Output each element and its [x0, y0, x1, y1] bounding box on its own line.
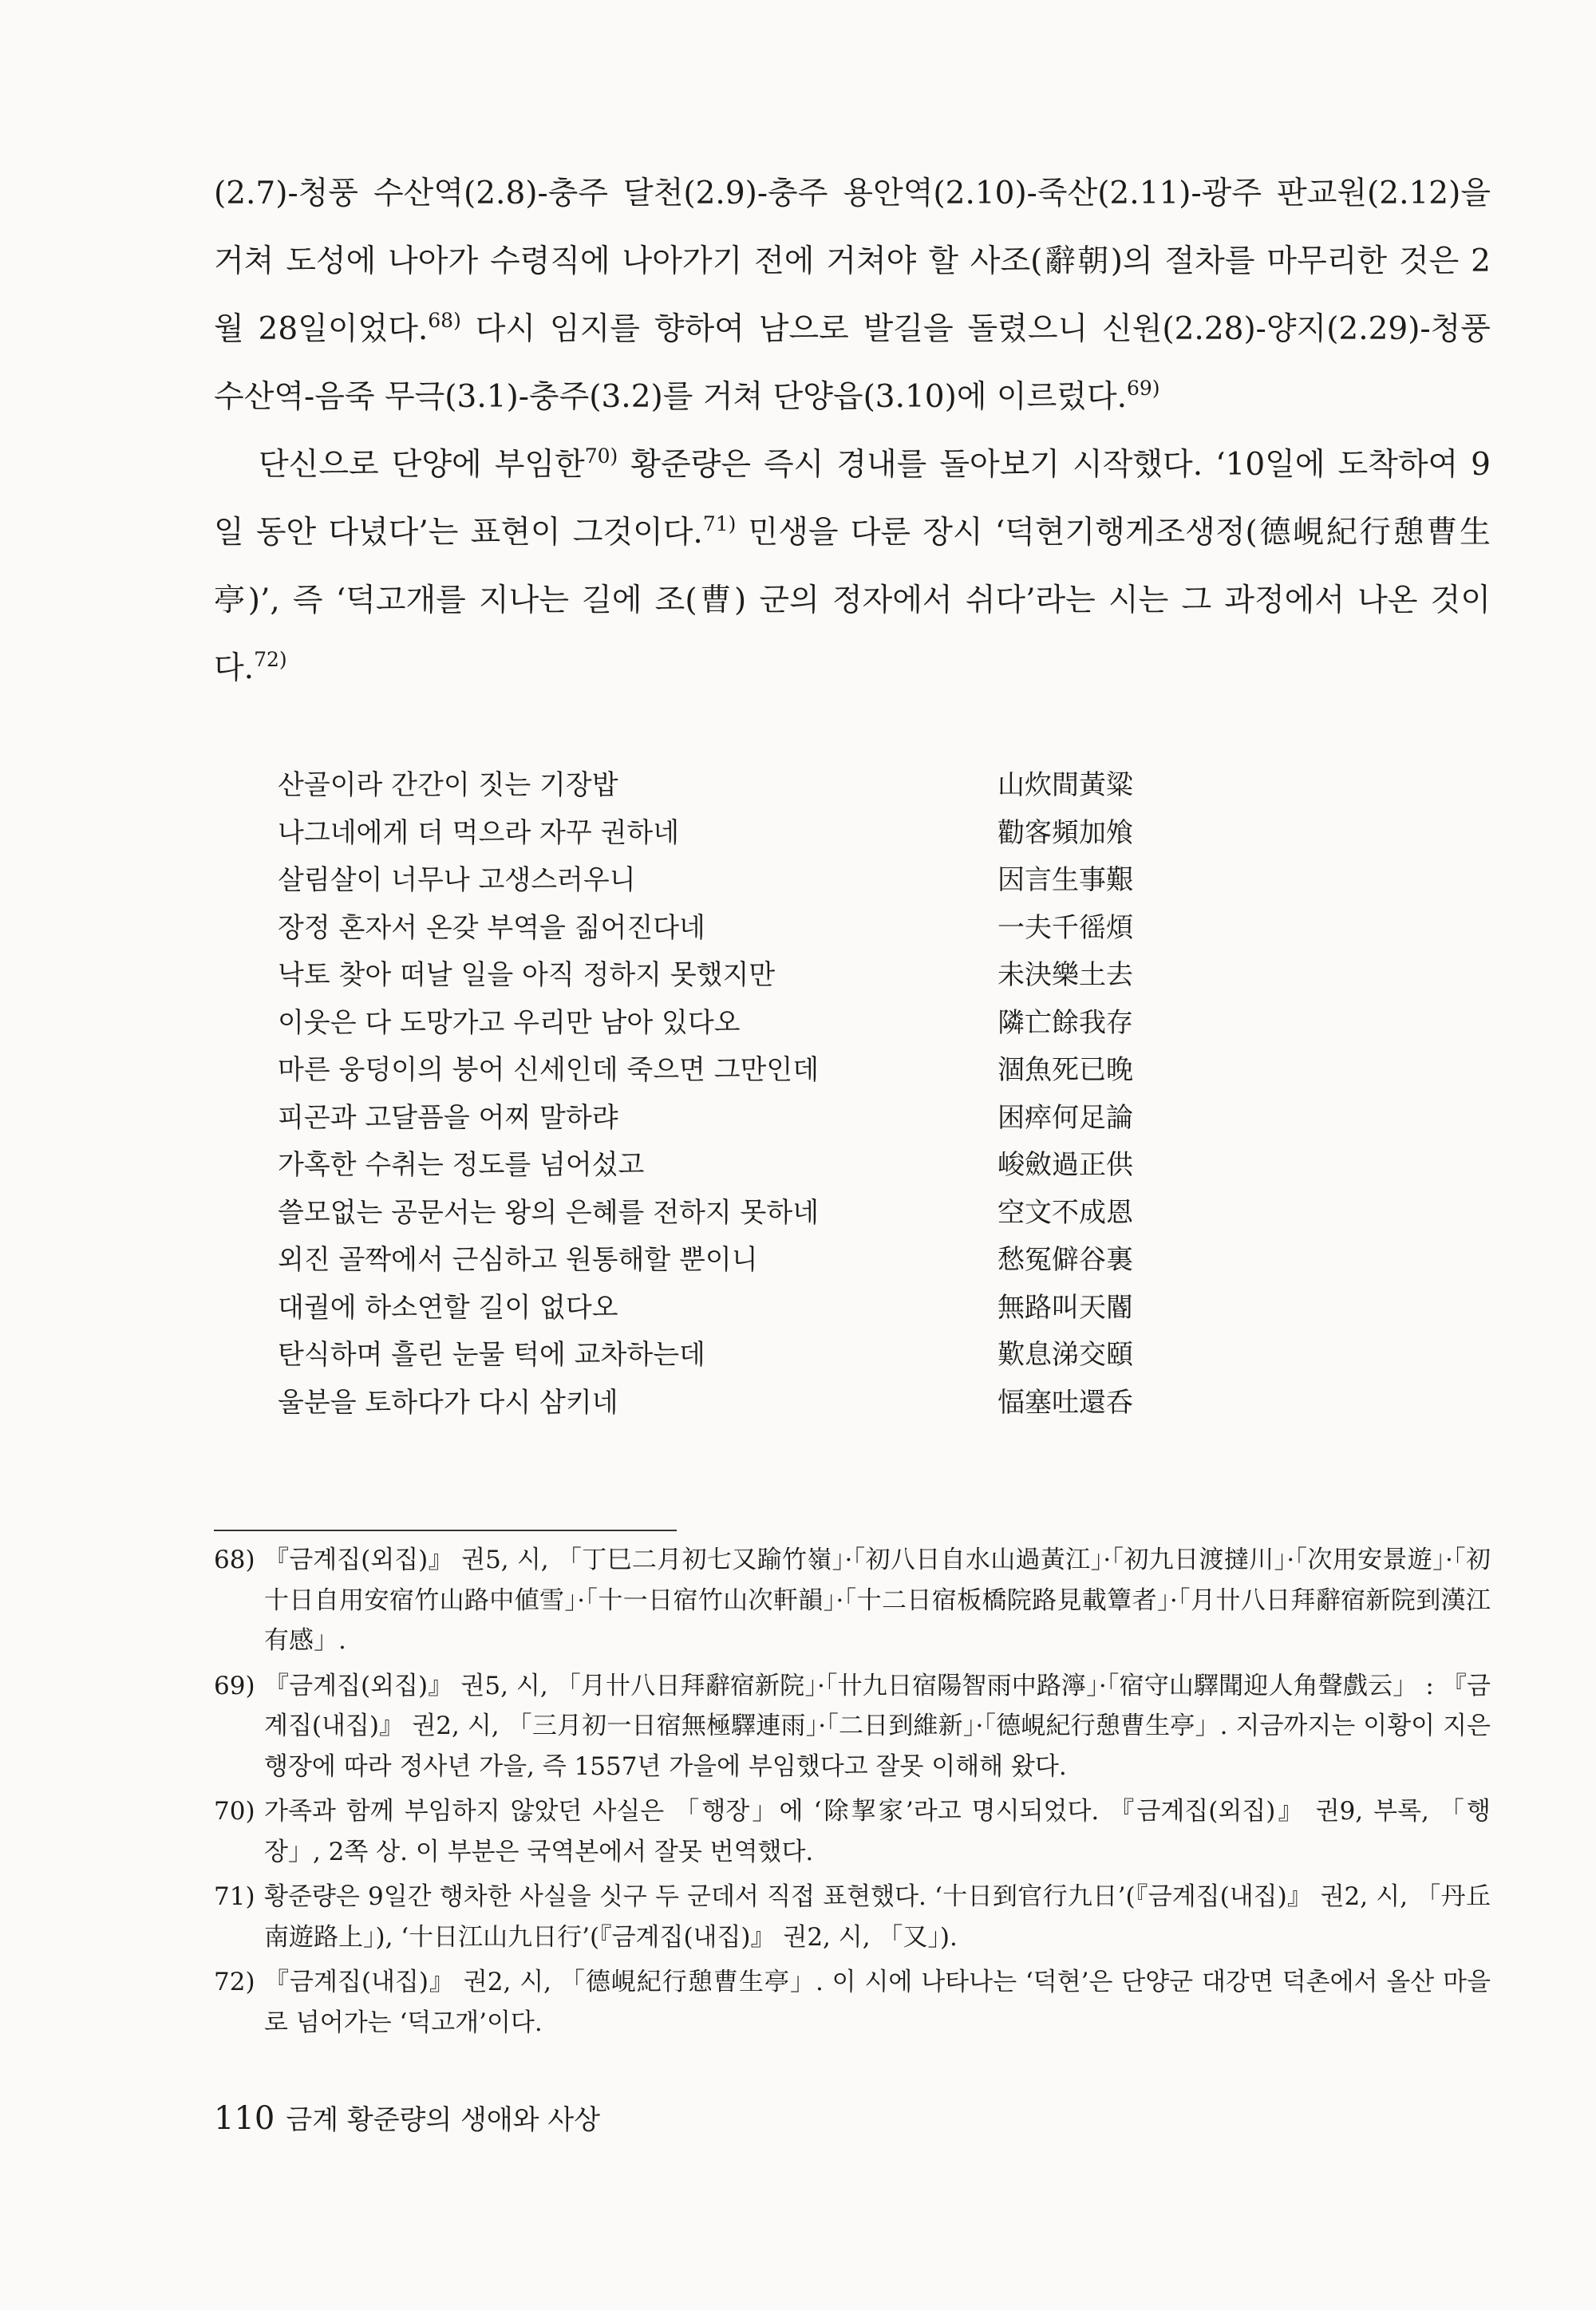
footnotes	[214, 1540, 1491, 2047]
footnote-ref-68[interactable]: 68)	[428, 309, 461, 332]
footnote-number: 71)	[214, 1882, 255, 1911]
poem-line	[278, 810, 1275, 858]
footnote-72	[214, 1962, 1491, 2043]
poem-line	[278, 1095, 1275, 1143]
running-title: 금계 황준량의 생애와 사상	[286, 2104, 601, 2136]
poem-line	[278, 1047, 1275, 1095]
poem-korean: 산골이라 간간이 짓는 기장밥	[278, 769, 618, 801]
footnote-text: 『금계집(외집)』 권5, 시, 「月卄八日拜辭宿新院」·「卄九日宿陽智雨中路濘」·「宿守山驛聞迎人角聲戲云」 : 『금계집(내집)』 권2, 시, 「三月初一日宿無極驛連雨」·「二日到維新」·「德峴紀行憩曹生亭」. 지금까지는 이황이 지은 행장에 따라 정사년 가을, 즉 1557년 가을에 부임했다고 잘못 이해해 왔다.	[264, 1671, 1491, 1781]
footnote-text: 황준량은 9일간 행차한 사실을 싯구 두 군데서 직접 표현했다. ‘十日到官行九日’(『금계집(내집)』 권2, 시, 「丹丘南遊路上」), ‘十日江山九日行’(『금계집(내집)』 권2, 시, 「又」).	[264, 1882, 1491, 1952]
footnote-number: 69)	[214, 1671, 255, 1700]
poem-korean: 쓸모없는 공문서는 왕의 은혜를 전하지 못하네	[278, 1196, 820, 1229]
page-footer	[214, 2099, 600, 2140]
footnote-ref-71[interactable]: 71)	[702, 512, 737, 535]
poem-line	[278, 1190, 1275, 1238]
poem-chinese: 歎息涕交頤	[998, 1339, 1133, 1371]
poem-line	[278, 1237, 1275, 1285]
poem-korean: 장정 혼자서 온갖 부역을 짊어진다네	[278, 911, 705, 944]
footnote-text: 가족과 함께 부임하지 않았던 사실은 「행장」에 ‘除挈家’라고 명시되었다. 『금계집(외집)』 권9, 부록, 「행장」, 2쪽 상. 이 부분은 국역본에서 잘못 번역했다.	[264, 1797, 1491, 1866]
poem-chinese: 愊塞吐還呑	[998, 1386, 1133, 1419]
footnote-69	[214, 1666, 1491, 1787]
poem-line	[278, 905, 1275, 953]
poem-line	[278, 1285, 1275, 1333]
poem-line	[278, 1142, 1275, 1190]
poem-korean: 대궐에 하소연할 길이 없다오	[278, 1291, 618, 1324]
poem-korean: 탄식하며 흘린 눈물 턱에 교차하는데	[278, 1339, 705, 1371]
poem-chinese: 愁冤僻谷裏	[998, 1244, 1133, 1276]
poem-chinese: 無路叫天閽	[998, 1291, 1133, 1324]
poem-chinese: 一夫千徭煩	[998, 911, 1133, 944]
footnote-number: 70)	[214, 1797, 255, 1826]
poem-korean: 살림살이 너무나 고생스러우니	[278, 864, 636, 896]
paragraph-2	[214, 431, 1491, 702]
page-number: 110	[214, 2100, 275, 2137]
poem-chinese: 勸客頻加飧	[998, 816, 1133, 849]
paragraph-1	[214, 160, 1491, 431]
poem-line	[278, 1380, 1275, 1427]
poem-chinese: 困瘁何足論	[998, 1101, 1133, 1134]
poem-korean: 이웃은 다 도망가고 우리만 남아 있다오	[278, 1006, 741, 1039]
poem-korean: 마른 웅덩이의 붕어 신세인데 죽으면 그만인데	[278, 1054, 820, 1086]
paragraph-1-text: (2.7)-청풍 수산역(2.8)-충주 달천(2.9)-충주 용안역(2.10)-죽산(2.11)-광주 판교원(2.12)을 거쳐 도성에 나아가 수령직에 나아가기 전에 거쳐야 할 사조(辭朝)의 절차를 마무리한 것은 2월 28일이었다.	[214, 176, 1491, 347]
main-text	[214, 160, 1491, 702]
poem-korean: 피곤과 고달픔을 어찌 말하랴	[278, 1101, 618, 1134]
footnote-text: 『금계집(외집)』 권5, 시, 「丁巳二月初七又踰竹嶺」·「初八日自水山過黃江」·「初九日渡撻川」·「次用安景遊」·「初十日自用安宿竹山路中値雪」·「十一日宿竹山次軒韻」·「十二日宿板橋院路見載簟者」·「月卄八日拜辭宿新院到漢江有感」.	[264, 1546, 1491, 1655]
footnote-divider	[214, 1530, 677, 1531]
footnote-ref-70[interactable]: 70)	[584, 444, 618, 468]
poem-chinese: 隣亡餘我存	[998, 1006, 1133, 1039]
poem-chinese: 涸魚死已晚	[998, 1054, 1133, 1086]
poem-line	[278, 857, 1275, 905]
paragraph-2-text-a: 단신으로 단양에 부임한	[259, 447, 585, 483]
poem-chinese: 山炊間黃粱	[998, 769, 1133, 801]
poem-chinese: 峻斂過正供	[998, 1149, 1133, 1181]
paragraph-1-text-cont: 다시 임지를 향하여 남으로 발길을 돌렸으니 신원(2.28)-양지(2.29)-청풍 수산역-음죽 무극(3.1)-충주(3.2)를 거쳐 단양읍(3.10)에 이르렀다.	[214, 311, 1491, 415]
poem-korean: 낙토 찾아 떠날 일을 아직 정하지 못했지만	[278, 959, 776, 991]
footnote-ref-72[interactable]: 72)	[254, 648, 287, 671]
footnote-number: 68)	[214, 1546, 255, 1574]
poem-line	[278, 1000, 1275, 1048]
poem-chinese: 因言生事艱	[998, 864, 1133, 896]
paragraph-2-text-c: 민생을 다룬 장시 ‘덕현기행게조생정(德峴紀行憩曹生亭)’, 즉 ‘덕고개를 지나는 길에 조(曹) 군의 정자에서 쉬다’라는 시는 그 과정에서 나온 것이다.	[214, 515, 1491, 686]
footnote-71	[214, 1877, 1491, 1957]
poem-line	[278, 762, 1275, 810]
poem-chinese: 空文不成恩	[998, 1196, 1133, 1229]
paragraph-2-text-b: 황준량은 즉시 경내를 돌아보기 시작했다. ‘10일에 도착하여 9일 동안 다녔다’는 표현이 그것이다.	[214, 447, 1491, 551]
footnote-number: 72)	[214, 1968, 255, 1996]
poem-korean: 울분을 토하다가 다시 삼키네	[278, 1386, 618, 1419]
poem-korean: 가혹한 수취는 정도를 넘어섰고	[278, 1149, 645, 1181]
footnote-70	[214, 1791, 1491, 1872]
poem-korean: 외진 골짝에서 근심하고 원통해할 뿐이니	[278, 1244, 758, 1276]
footnote-ref-69[interactable]: 69)	[1127, 377, 1160, 400]
poem-chinese: 未決樂土去	[998, 959, 1133, 991]
footnote-68	[214, 1540, 1491, 1661]
poem-line	[278, 952, 1275, 1000]
poem-block	[278, 762, 1275, 1427]
footnote-text: 『금계집(내집)』 권2, 시, 「德峴紀行憩曹生亭」. 이 시에 나타나는 ‘덕현’은 단양군 대강면 덕촌에서 올산 마을로 넘어가는 ‘덕고개’이다.	[264, 1968, 1491, 2037]
poem-korean: 나그네에게 더 먹으라 자꾸 권하네	[278, 816, 680, 849]
poem-line	[278, 1332, 1275, 1380]
